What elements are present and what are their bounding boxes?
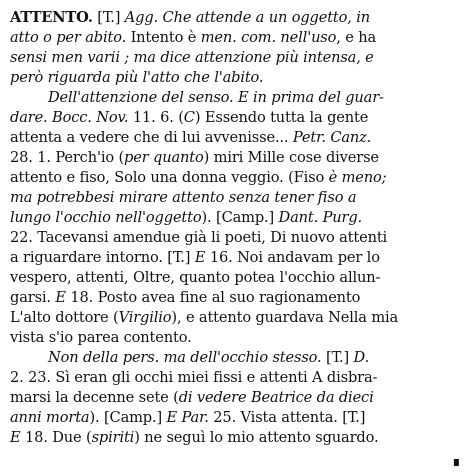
text-run: E bbox=[10, 429, 21, 446]
text-run: vespero, attenti, Oltre, quanto potea l'occhio allun- bbox=[10, 269, 381, 286]
text-run: lungo l'occhio nell'oggetto bbox=[10, 209, 202, 226]
text-line bbox=[10, 368, 459, 388]
text-run: sensi men varii ; ma dice attenzione più intensa, e bbox=[10, 49, 374, 66]
text-run: 25. Vista attenta. [T.] bbox=[208, 409, 366, 426]
text-line bbox=[10, 108, 459, 128]
text-line bbox=[10, 288, 459, 308]
text-line bbox=[10, 188, 459, 208]
text-run: 11. 6. ( bbox=[128, 109, 184, 126]
text-run: vista s'io parea contento. bbox=[10, 329, 192, 346]
text-run: ATTENTO. bbox=[10, 9, 93, 26]
text-line bbox=[10, 228, 459, 248]
text-run: men. com. nell'uso bbox=[200, 29, 337, 46]
text-run: Petr. Canz. bbox=[292, 129, 372, 146]
text-run: ), e attento guardava Nella mia bbox=[171, 309, 399, 326]
text-run: [T.] bbox=[321, 349, 354, 366]
text-line bbox=[10, 8, 459, 28]
text-line bbox=[10, 268, 459, 288]
text-line bbox=[10, 308, 459, 328]
text-run: 2. 23. Sì eran gli occhi miei fissi e attenti A disbra- bbox=[10, 369, 378, 386]
text-run: Dant. Purg. bbox=[278, 209, 363, 226]
text-run: ). [Camp.] bbox=[89, 409, 167, 426]
text-run: ) ne seguì lo mio attento sguardo. bbox=[134, 429, 379, 446]
end-mark: ∎ bbox=[451, 453, 461, 470]
text-run: Bocc. Nov. bbox=[52, 109, 129, 126]
text-run: Intento è bbox=[126, 29, 201, 46]
text-run: E bbox=[194, 249, 206, 266]
text-line bbox=[10, 408, 459, 428]
text-run: ) miri Mille cose diverse bbox=[203, 149, 379, 166]
text-line bbox=[10, 148, 459, 168]
text-line bbox=[10, 388, 459, 408]
text-run: [T.] bbox=[92, 9, 125, 26]
text-line bbox=[10, 48, 459, 68]
text-run: attenta a vedere che di lui avvenisse... bbox=[10, 129, 293, 146]
text-run: a riguardare intorno. [T.] bbox=[10, 249, 195, 266]
text-run: 22. Tacevansi amendue già li poeti, Di nuovo attenti bbox=[10, 229, 388, 246]
text-run: Agg. Che attende a un oggetto, in bbox=[124, 9, 371, 26]
text-run: atto o per abito. bbox=[10, 29, 127, 46]
text-line bbox=[10, 68, 459, 88]
text-run: di vedere Beatrice da dieci bbox=[178, 389, 374, 406]
text-run: ma potrebbesi mirare attento senza tener fiso a bbox=[10, 189, 357, 206]
text-run: ). [Camp.] bbox=[201, 209, 279, 226]
text-run: 16. Noi andavam per lo bbox=[205, 249, 380, 266]
text-line bbox=[10, 328, 459, 348]
text-run: Dell'attenzione del senso. E in prima del guar- bbox=[48, 89, 384, 106]
text-run: Virgilio bbox=[118, 309, 172, 326]
text-run: dare. bbox=[10, 109, 48, 126]
text-line bbox=[10, 28, 459, 48]
text-line bbox=[10, 208, 459, 228]
text-run: E Par. bbox=[166, 409, 209, 426]
text-run: E bbox=[55, 289, 66, 306]
text-run: D. bbox=[353, 349, 370, 366]
text-run: spiriti bbox=[91, 429, 135, 446]
text-run: 18. Due ( bbox=[20, 429, 92, 446]
text-line bbox=[10, 168, 459, 188]
text-run: anni morta bbox=[10, 409, 90, 426]
text-run: 28. 1. Perch'io ( bbox=[10, 149, 125, 166]
text-run: C bbox=[183, 109, 195, 126]
text-line bbox=[10, 348, 459, 368]
text-run: per quanto bbox=[124, 149, 204, 166]
text-run: , e ha bbox=[336, 29, 377, 46]
text-line bbox=[10, 248, 459, 268]
text-run: L'alto dottore ( bbox=[10, 309, 119, 326]
text-line bbox=[10, 428, 459, 448]
text-run: garsi. bbox=[10, 289, 56, 306]
text-line bbox=[10, 128, 459, 148]
text-run: è meno; bbox=[328, 169, 387, 186]
text-run: Non della pers. ma dell'occhio stesso. bbox=[48, 349, 322, 366]
text-run: attento e fiso, Solo una donna veggio. (Fiso bbox=[10, 169, 329, 186]
text-run: ) Essendo tutta la gente bbox=[194, 109, 369, 126]
text-run: marsi la decenne sete ( bbox=[10, 389, 179, 406]
text-run: però riguarda più l'atto che l'abito. bbox=[10, 69, 264, 86]
text-line bbox=[10, 88, 459, 108]
text-run: 18. Posto avea fine al suo ragionamento bbox=[65, 289, 361, 306]
